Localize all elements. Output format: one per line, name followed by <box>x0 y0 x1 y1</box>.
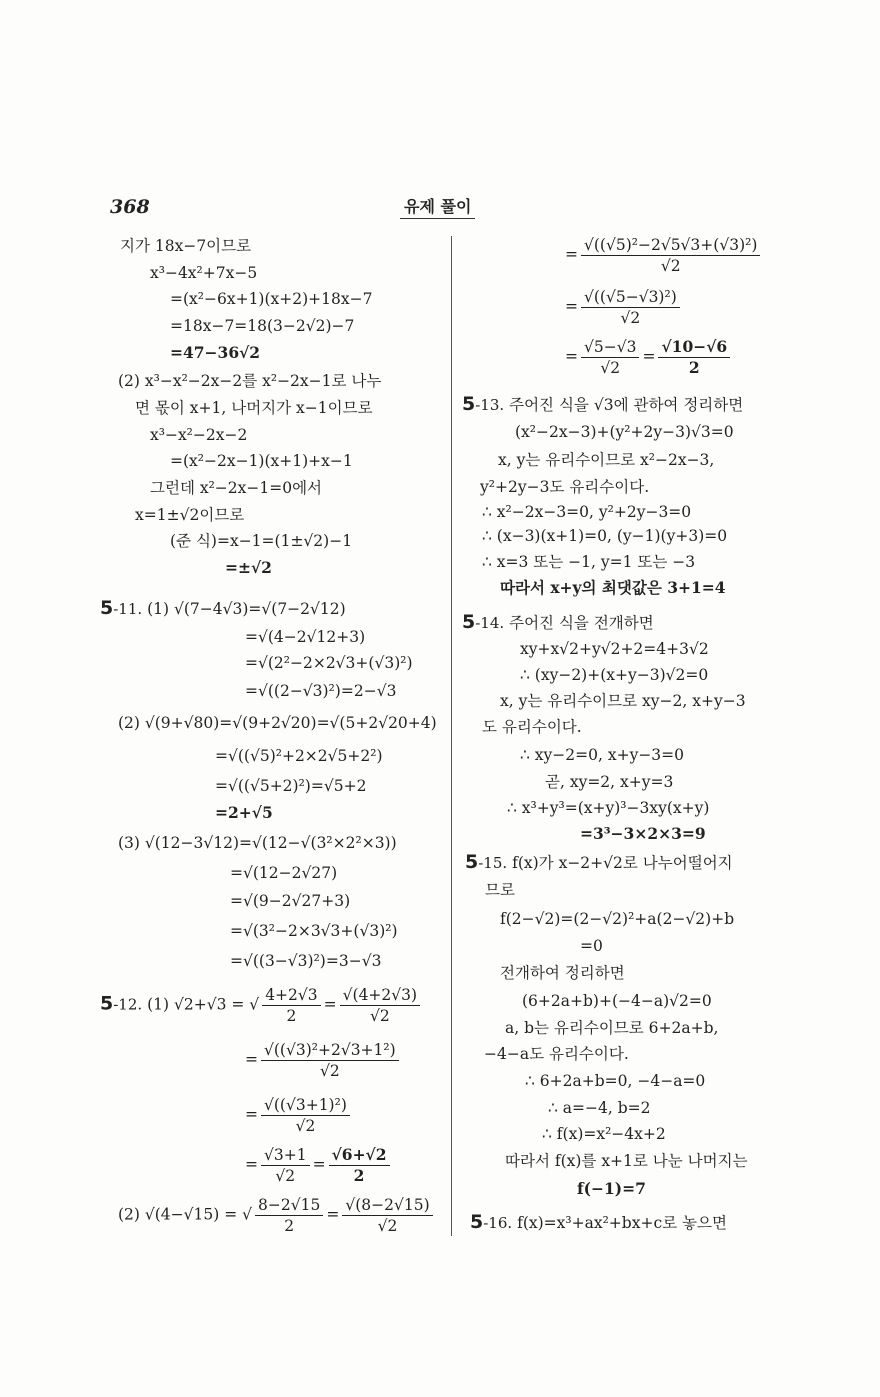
problem-5-13 <box>462 394 743 415</box>
fraction-line <box>245 1145 393 1186</box>
text-line: x, y는 유리수이므로 xy−2, x+y−3 <box>500 692 746 710</box>
fraction <box>255 1195 323 1236</box>
text-line: 주어진 식을 전개하면 <box>509 614 654 632</box>
text-line: (2) x³−x²−2x−2를 x²−2x−1로 나누 <box>118 372 382 390</box>
problem-5-11 <box>100 598 346 619</box>
fraction <box>261 1145 310 1186</box>
fraction-line <box>565 337 733 378</box>
math-line: =(x²−6x+1)(x+2)+18x−7 <box>170 290 373 308</box>
numerator: 4+2√3 <box>262 985 320 1006</box>
math-line: (x²−2x−3)+(y²+2y−3)√3=0 <box>515 423 734 441</box>
fraction-line <box>565 287 683 328</box>
problem-number: -12. <box>113 995 143 1014</box>
answer-line: 따라서 x+y의 최댓값은 3+1=4 <box>500 578 726 597</box>
text-line: 도 유리수이다. <box>482 718 582 736</box>
text-line: 므로 <box>485 881 515 899</box>
math-line: ∴ a=−4, b=2 <box>548 1099 651 1117</box>
numerator: √((√5)²−2√5√3+(√3)²) <box>581 235 760 256</box>
fraction-line <box>245 1095 353 1136</box>
math-line: =√(2²−2×2√3+(√3)²) <box>245 654 413 672</box>
numerator: √((√5−√3)²) <box>581 287 680 308</box>
math-line: ∴ (x−3)(x+1)=0, (y−1)(y+3)=0 <box>482 527 728 545</box>
text-line: f(x)가 x−2+√2로 나누어떨어지 <box>512 854 733 872</box>
answer-line: =±√2 <box>225 558 272 577</box>
text-line: 주어진 식을 √3에 관하여 정리하면 <box>509 396 744 414</box>
math-line: =√(4−2√12+3) <box>245 628 366 646</box>
denominator: √2 <box>295 1117 316 1135</box>
denominator: 2 <box>284 1217 295 1235</box>
equals: = <box>642 347 656 366</box>
math-line: =√(12−2√27) <box>230 864 338 882</box>
math-text: (1) √2+√3 = √ <box>147 995 260 1014</box>
fraction-answer <box>658 337 730 378</box>
denominator: √2 <box>275 1167 296 1185</box>
fraction <box>262 985 320 1026</box>
math-line: ∴ f(x)=x²−4x+2 <box>542 1125 666 1143</box>
math-line: ∴ x²−2x−3=0, y²+2y−3=0 <box>482 503 692 521</box>
math-line: ∴ 6+2a+b=0, −4−a=0 <box>525 1072 706 1090</box>
equals: = <box>565 347 578 366</box>
math-line: xy+x√2+y√2+2=4+3√2 <box>520 640 709 658</box>
numerator: √((√3)²+2√3+1²) <box>261 1040 399 1061</box>
problem-number: -15. <box>478 854 508 872</box>
text-line: x=1±√2이므로 <box>135 506 245 524</box>
math-line: ∴ (xy−2)+(x+y−3)√2=0 <box>520 666 709 684</box>
math-line: =√((√5)²+2×2√5+2²) <box>215 747 383 765</box>
problem-chapter: 5 <box>470 1211 484 1233</box>
text-line: 면 몫이 x+1, 나머지가 x−1이므로 <box>135 399 373 417</box>
problem-chapter: 5 <box>100 597 114 619</box>
math-line: ∴ x=3 또는 −1, y=1 또는 −3 <box>482 553 696 571</box>
problem-5-14 <box>462 612 654 633</box>
text-line: x, y는 유리수이므로 x²−2x−3, <box>498 451 715 469</box>
problem-chapter: 5 <box>465 851 479 873</box>
text-line: −4−a도 유리수이다. <box>484 1045 629 1063</box>
math-line: ∴ x³+y³=(x+y)³−3xy(x+y) <box>507 799 710 817</box>
problem-5-16 <box>470 1212 727 1233</box>
denominator: √2 <box>600 359 621 377</box>
text-line: 지가 18x−7이므로 <box>120 237 252 255</box>
section-title: 유제 풀이 <box>400 194 475 219</box>
math-line: (3) √(12−3√12)=√(12−√(3²×2²×3)) <box>118 834 397 852</box>
fraction-answer <box>329 1145 390 1186</box>
text-line: 전개하여 정리하면 <box>500 964 625 982</box>
text-line: 그런데 x²−2x−1=0에서 <box>150 479 323 497</box>
equals: = <box>565 245 578 264</box>
math-line: (2) √(9+√80)=√(9+2√20)=√(5+2√20+4) <box>118 714 437 732</box>
math-line: =18x−7=18(3−2√2)−7 <box>170 317 355 335</box>
denominator: √2 <box>319 1062 340 1080</box>
equals: = <box>245 1105 258 1124</box>
equals: = <box>245 1155 258 1174</box>
equals: = <box>312 1155 326 1174</box>
math-line: =√(9−2√27+3) <box>230 892 351 910</box>
math-line: =(x²−2x−1)(x+1)+x−1 <box>170 452 353 470</box>
fraction <box>261 1095 350 1136</box>
text-line: y²+2y−3도 유리수이다. <box>480 478 650 496</box>
math-line: =√((√5+2)²)=√5+2 <box>215 777 367 795</box>
fraction-line <box>118 1195 436 1236</box>
denominator: 2 <box>353 1166 365 1185</box>
fraction <box>261 1040 399 1081</box>
math-line: (1) √(7−4√3)=√(7−2√12) <box>147 600 346 618</box>
fraction <box>340 985 420 1026</box>
text-line: a, b는 유리수이므로 6+2a+b, <box>505 1019 719 1037</box>
answer-line: f(−1)=7 <box>577 1179 646 1198</box>
math-line: (준 식)=x−1=(1±√2)−1 <box>170 532 353 550</box>
problem-chapter: 5 <box>462 611 476 633</box>
page-number: 368 <box>110 196 150 218</box>
text-line: f(x)=x³+ax²+bx+c로 놓으면 <box>517 1214 727 1232</box>
fraction-line <box>565 235 763 276</box>
problem-number: -11. <box>113 600 143 618</box>
problem-chapter: 5 <box>462 393 476 415</box>
numerator: 8−2√15 <box>255 1195 323 1216</box>
denominator: 2 <box>688 358 700 377</box>
math-line: =0 <box>580 937 603 955</box>
denominator: √2 <box>660 257 681 275</box>
problem-5-12 <box>100 985 423 1026</box>
denominator: 2 <box>286 1007 297 1025</box>
equals: = <box>565 297 578 316</box>
answer-line: =3³−3×2×3=9 <box>580 824 706 843</box>
numerator: √(8−2√15) <box>342 1195 432 1216</box>
math-line: x³−x²−2x−2 <box>150 426 248 444</box>
fraction <box>581 235 760 276</box>
equals: = <box>245 1050 258 1069</box>
answer-line: =2+√5 <box>215 803 273 822</box>
problem-number: -13. <box>475 396 505 414</box>
numerator: √6+√2 <box>329 1145 390 1166</box>
problem-number: -16. <box>483 1214 513 1232</box>
math-line: x³−4x²+7x−5 <box>150 264 258 282</box>
problem-chapter: 5 <box>100 992 114 1015</box>
denominator: √2 <box>377 1217 398 1235</box>
numerator: √(4+2√3) <box>340 985 420 1006</box>
column-divider <box>451 236 452 1236</box>
math-text: (2) √(4−√15) = √ <box>118 1205 253 1224</box>
problem-number: -14. <box>475 614 505 632</box>
equals: = <box>326 1205 340 1224</box>
math-line: =√((2−√3)²)=2−√3 <box>245 682 397 700</box>
numerator: √((√3+1)²) <box>261 1095 350 1116</box>
answer-line: =47−36√2 <box>170 343 261 362</box>
math-line: =√(3²−2×3√3+(√3)²) <box>230 922 398 940</box>
numerator: √3+1 <box>261 1145 310 1166</box>
math-line: ∴ xy−2=0, x+y−3=0 <box>520 746 685 764</box>
text-line: 따라서 f(x)를 x+1로 나눈 나머지는 <box>505 1152 748 1170</box>
numerator: √5−√3 <box>581 337 639 358</box>
math-line: f(2−√2)=(2−√2)²+a(2−√2)+b <box>500 910 735 928</box>
fraction <box>581 287 680 328</box>
denominator: √2 <box>620 309 641 327</box>
problem-5-15 <box>465 852 733 873</box>
math-line: 곧, xy=2, x+y=3 <box>545 773 674 791</box>
fraction-line <box>245 1040 402 1081</box>
numerator: √10−√6 <box>658 337 730 358</box>
math-line: =√((3−√3)²)=3−√3 <box>230 952 382 970</box>
math-line: (6+2a+b)+(−4−a)√2=0 <box>522 992 712 1010</box>
equals: = <box>323 995 337 1014</box>
fraction <box>581 337 639 378</box>
fraction <box>342 1195 432 1236</box>
denominator: √2 <box>369 1007 390 1025</box>
